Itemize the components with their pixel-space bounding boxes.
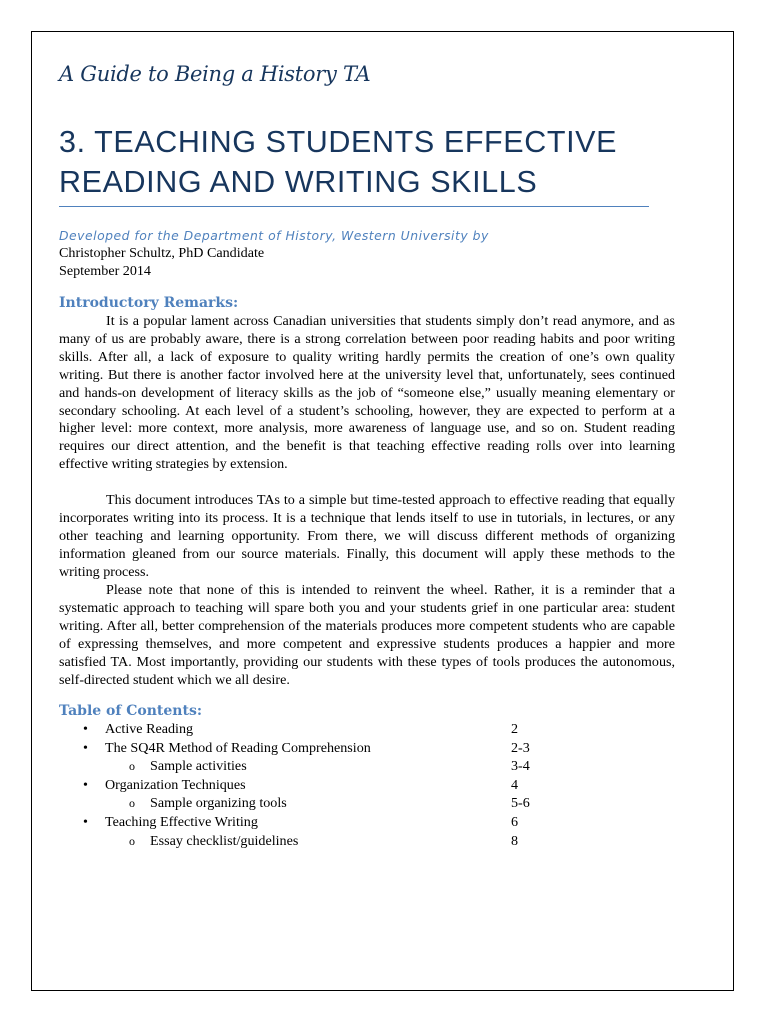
- title-line-2: READING AND WRITING SKILLS: [59, 165, 538, 199]
- intro-paragraph-2: [59, 492, 675, 582]
- toc-subitem: [59, 757, 679, 776]
- paragraph-text: Please note that none of this is intended to reinvent the wheel. Rather, it is a reminder that a systematic approach to teaching will spare both you and your students grief in one particular area: student writing. After all, better comprehension of the materials produces more competent students who are capable of expressing themselves, and more competent and expressive students produces a happier and more satisfied TA. Most importantly, providing our students with these types of tools produces the autonomous, self-directed student which we all desire.: [59, 582, 675, 688]
- paragraph-text: This document introduces TAs to a simple but time-tested approach to effective reading that equally incorporates writing into its process. It is a technique that lends itself to use in tutorials, in lectures, or any other teaching and learning opportunity. From there, we will discuss different methods of organizing information gleaned from our source materials. Finally, this document will apply these methods to the writing process.: [59, 492, 675, 580]
- guide-subtitle: A Guide to Being a History TA: [59, 62, 371, 86]
- intro-paragraph-3: [59, 582, 675, 689]
- toc-label: Teaching Effective Writing: [105, 813, 258, 830]
- toc-page: 4: [511, 776, 519, 793]
- title-line-1: 3. TEACHING STUDENTS EFFECTIVE: [59, 125, 618, 159]
- toc-heading: Table of Contents:: [59, 703, 203, 719]
- title-divider: [59, 206, 649, 207]
- toc-label: The SQ4R Method of Reading Comprehension: [105, 739, 371, 756]
- toc-page: 2-3: [511, 739, 530, 756]
- bullet-icon: •: [83, 721, 88, 737]
- toc-item: [59, 813, 679, 832]
- toc-subitem: [59, 794, 679, 813]
- toc-page: 6: [511, 813, 519, 830]
- intro-paragraph-1: [59, 313, 675, 474]
- toc-label: Sample organizing tools: [150, 795, 287, 812]
- toc-item: [59, 776, 679, 795]
- circle-bullet-icon: o: [129, 759, 135, 774]
- toc-subitem: [59, 832, 679, 851]
- paragraph-text: It is a popular lament across Canadian universities that students simply don’t read anymore, and as many of us are probably aware, there is a strong correlation between poor reading habits and poor writing skills. After all, a lack of exposure to quality writing hardly permits the creation of one’s own quality writing. But there is another factor involved here at the university level that, unfortunately, sees continued and hands-on development of literacy skills as the job of “someone else,” usually meaning elementary or secondary schooling. At each level of a student’s schooling, however, they are expected to perform at a higher level: more context, more analysis, more awareness of language use, and so on. Student reading requires our direct attention, and the benefit is that teaching effective reading rolls over into learning effective writing strategies by extension.: [59, 313, 675, 473]
- bullet-icon: •: [83, 776, 88, 793]
- toc-page: 8: [511, 832, 519, 849]
- toc-page: 2: [511, 721, 519, 737]
- toc-page: 5-6: [511, 795, 530, 812]
- table-of-contents: [59, 720, 679, 850]
- intro-heading: Introductory Remarks:: [59, 295, 239, 311]
- toc-label: Organization Techniques: [105, 776, 246, 793]
- date-line: September 2014: [59, 263, 151, 279]
- toc-label: Sample activities: [150, 758, 247, 775]
- developed-for-line: Developed for the Department of History, Western University by: [59, 228, 489, 243]
- bullet-icon: •: [83, 813, 88, 830]
- bullet-icon: •: [83, 739, 88, 756]
- toc-label: Essay checklist/guidelines: [150, 832, 299, 849]
- author-line: Christopher Schultz, PhD Candidate: [59, 245, 265, 261]
- circle-bullet-icon: o: [129, 796, 135, 811]
- toc-label: Active Reading: [105, 721, 194, 737]
- toc-page: 3-4: [511, 758, 530, 775]
- page-title: [59, 122, 659, 202]
- toc-item: [59, 739, 679, 758]
- circle-bullet-icon: o: [129, 833, 135, 848]
- toc-item: [59, 720, 679, 739]
